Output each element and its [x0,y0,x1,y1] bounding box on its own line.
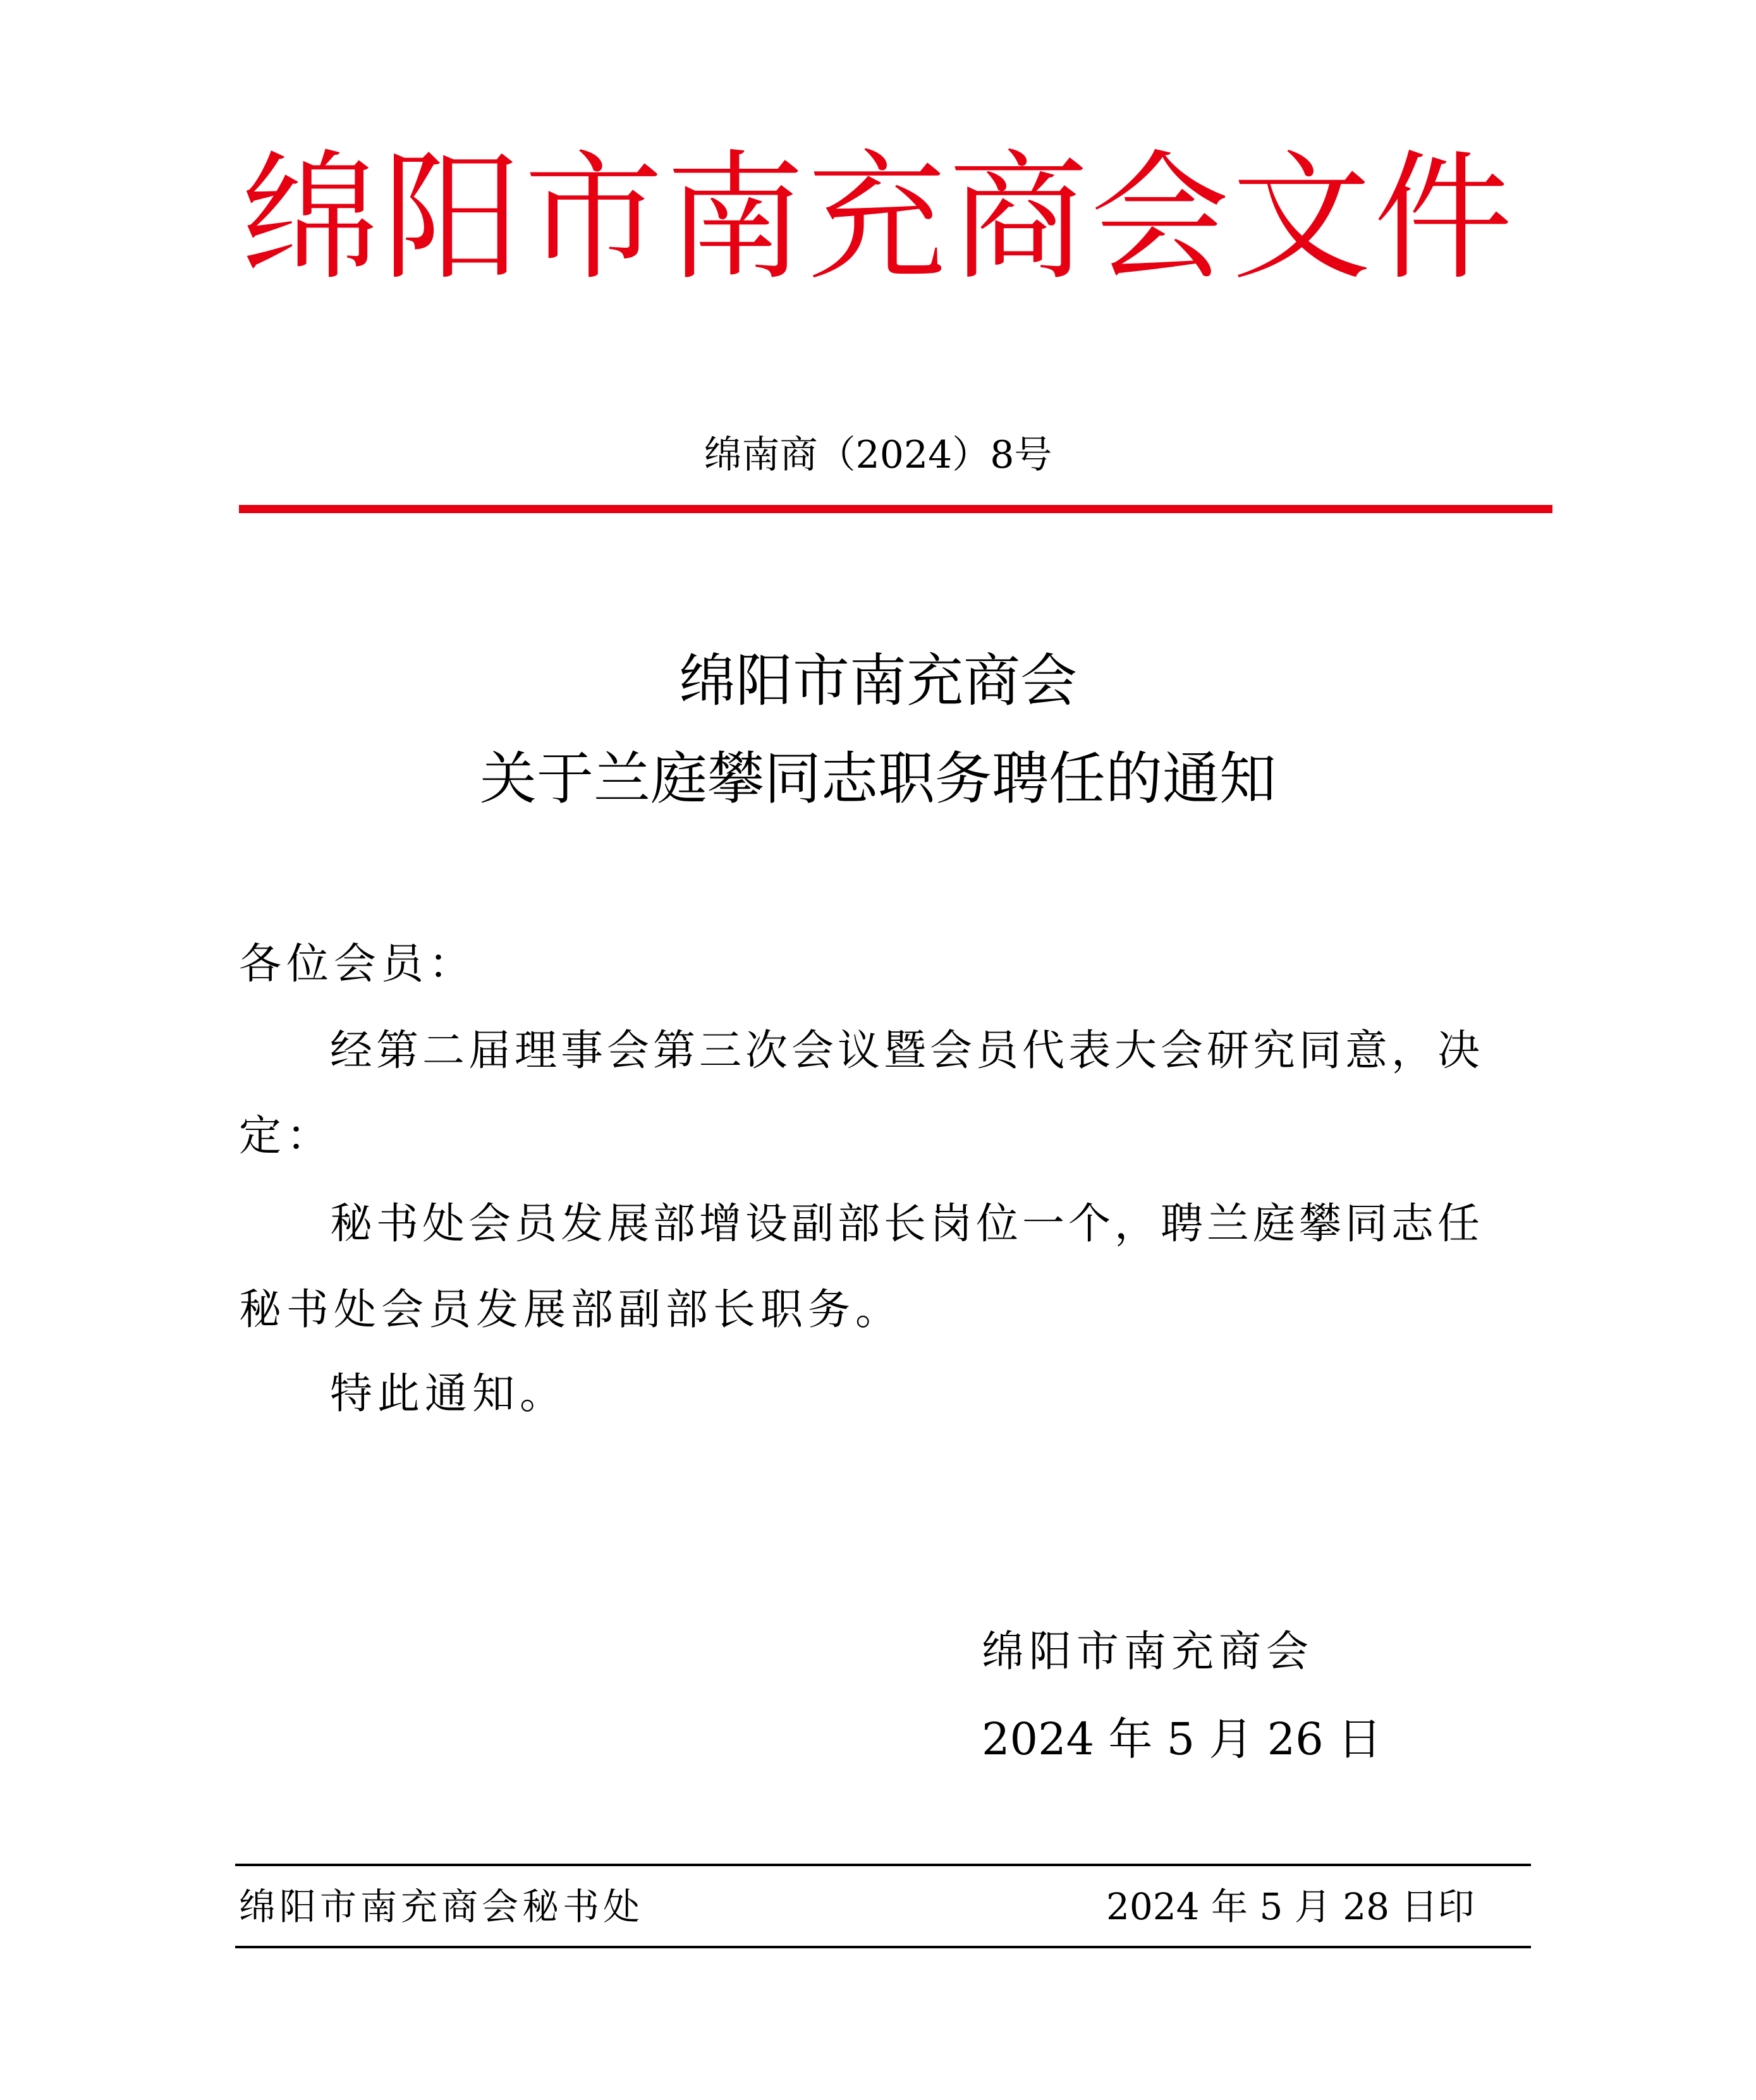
document-number: 绵南商（2024）8号 [704,433,1052,477]
paragraph-2-line-1: 秘书处会员发展部增设副部长岗位一个，聘兰庭攀同志任 [330,1199,1484,1248]
salutation: 各位会员： [239,939,476,988]
paragraph-1-line-2: 定： [239,1111,334,1160]
footer-issuer: 绵阳市南充商会秘书处 [239,1885,644,1928]
signature-date: 2024 年 5 月 26 日 [982,1713,1382,1765]
document-header-title: 绵阳市南充商会文件 [240,137,1515,299]
signature-organization: 绵阳市南充商会 [982,1627,1314,1676]
header-divider [239,505,1552,513]
footer-top-rule [235,1864,1531,1866]
notice-title-line1: 绵阳市南充商会 [679,648,1077,714]
footer-print-date: 2024 年 5 月 28 日印 [1106,1885,1475,1928]
paragraph-2-line-2: 秘书处会员发展部副部长职务。 [239,1285,903,1334]
paragraph-1-line-1: 经第二届理事会第三次会议暨会员代表大会研究同意，决 [330,1026,1484,1075]
footer-bottom-rule [235,1946,1531,1948]
paragraph-3: 特此通知。 [330,1369,567,1418]
notice-title-line2: 关于兰庭攀同志职务聘任的通知 [480,746,1276,812]
